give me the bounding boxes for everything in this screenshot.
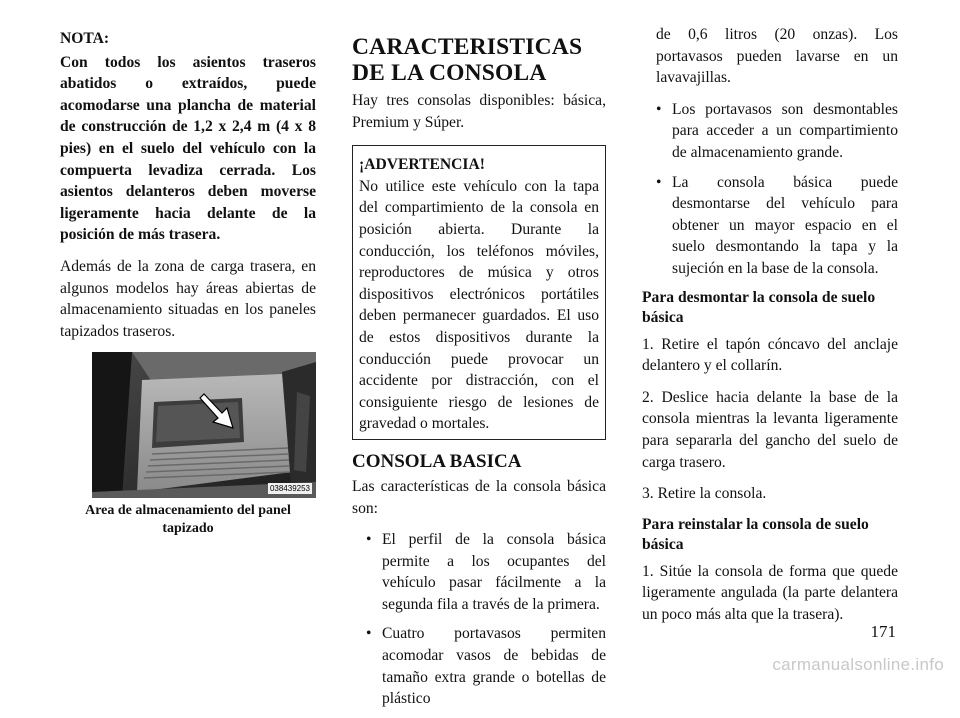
remove-heading: Para desmontar la consola de suelo básica [642,288,876,326]
caption-line-1: Area de almacenamiento del panel [85,503,291,519]
warning-text: No utilice este vehículo con la tapa del compartimiento de la consola en posición abierta. Durante la conducción, los teléfonos móviles, reproductores de música y otros dispositivos electrónicos portátiles deben permanecer guardados. El uso de estos dispositivos durante la conducción puede provocar un accidente por distracción, con el consiguiente riesgo de lesiones de gravedad o mortales. [359,177,599,433]
remove-step-2: 2. Deslice hacia delante la base de la consola mientras la levanta ligeramente para separarla del gancho del suelo de carga trasero. [642,388,898,471]
features-intro: Las características de la consola básica son: [352,477,606,517]
console-intro: Hay tres consolas disponibles: básica, Premium y Súper. [352,92,606,131]
watermark: carmanualsonline.info [772,655,944,674]
bullet-icon: • [366,531,372,549]
remove-step-1: 1. Retire el tapón cóncavo del anclaje delantero y el collarín. [642,335,898,375]
features-list [352,529,606,710]
caption-line-2: tapizado [162,521,214,537]
install-step-1: 1. Sitúe la consola de forma que quede ligeramente angulada (la parte delantera un poco más alta que la trasera). [642,562,898,623]
list-item: • La consola básica puede desmontarse del vehículo para obtener un mayor espacio en el suelo desmontando la tapa y la sujeción en la base de la consola. [656,173,898,277]
middle-column [352,28,606,718]
list-item: • Los portavasos son desmontables para acceder a un compartimiento de almacenamiento grande. [656,100,898,161]
figure-code: 038439253 [269,484,310,494]
bullet-continuation: de 0,6 litros (20 onzas). Los portavasos pueden lavarse en un lavavajillas. [656,26,898,87]
right-column [642,28,898,635]
warning-title: ¡ADVERTENCIA! [359,156,485,174]
note-text: Con todos los asientos traseros abatidos o extraídos, puede acomodarse una plancha de material de construcción de 1,2 x 2,4 m (4 x 8 pies) en el suelo del vehículo con la compuerta levadiza cerrada. Los asientos delanteros deben moverse ligeramente hacia delante de la posición de más trasera. [60,53,316,244]
basic-console-heading: CONSOLA BASICA [352,450,522,472]
trim-panel-illustration [92,352,316,498]
bullet-icon: • [656,100,662,118]
features-list-continued [642,99,898,280]
note-label: NOTA: [60,30,110,47]
warning-box [352,145,606,440]
bullet-icon: • [366,625,372,643]
list-item: • Cuatro portavasos permiten acomodar vasos de bebidas de tamaño extra grande o botellas de plástico [366,625,606,708]
install-heading: Para reinstalar la consola de suelo básica [642,515,869,553]
list-item: • El perfil de la consola básica permite a los ocupantes del vehículo pasar fácilmente a la segunda fila a través de la primera. [366,531,606,613]
left-column [60,28,316,538]
figure-caption [60,502,316,538]
remove-step-3: 3. Retire la consola. [642,485,767,503]
bullet-icon: • [656,173,662,191]
trim-panel-storage-photo [92,352,316,498]
section-title: CARACTERISTICAS DE LA CONSOLA [352,34,583,86]
storage-paragraph: Además de la zona de carga trasera, en algunos modelos hay áreas abiertas de almacenamiento situadas en los paneles tapizados traseros. [60,257,316,340]
page-number: 171 [870,622,896,641]
